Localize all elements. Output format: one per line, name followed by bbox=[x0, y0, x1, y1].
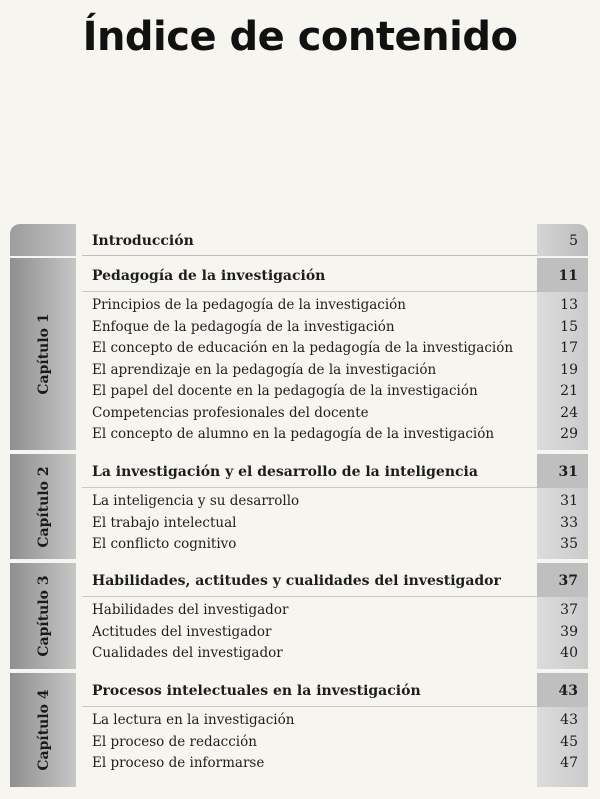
list-item[interactable] bbox=[82, 424, 588, 446]
list-item[interactable] bbox=[82, 643, 588, 665]
table-of-contents bbox=[10, 224, 588, 787]
chapter-4 bbox=[10, 673, 588, 787]
section-title: El proceso de redacción bbox=[92, 733, 257, 750]
section-page-number: 17 bbox=[560, 340, 578, 356]
chapter-page-number: 37 bbox=[537, 563, 588, 597]
chapter-label: Capítulo 3 bbox=[36, 575, 52, 657]
list-item[interactable] bbox=[82, 317, 588, 339]
section-title: El proceso de informarse bbox=[92, 755, 265, 771]
list-item[interactable] bbox=[82, 753, 588, 775]
list-item[interactable] bbox=[82, 338, 588, 360]
section-title: Actitudes del investigador bbox=[92, 623, 272, 640]
section-title: El aprendizaje en la pedagogía de la investigación bbox=[92, 361, 437, 378]
chapter-2 bbox=[10, 454, 588, 559]
section-page-number: 21 bbox=[560, 383, 578, 399]
list-item[interactable] bbox=[82, 513, 588, 535]
list-item[interactable] bbox=[82, 534, 588, 556]
list-item[interactable] bbox=[82, 491, 588, 513]
section-title: La lectura en la investigación bbox=[92, 712, 295, 728]
section-title: El trabajo intelectual bbox=[92, 514, 237, 531]
chapter-page-number: 11 bbox=[537, 258, 588, 292]
section-page-number: 15 bbox=[560, 318, 578, 335]
chapter-label: Capítulo 4 bbox=[36, 689, 52, 771]
section-page-number: 24 bbox=[560, 404, 578, 421]
intro-row[interactable] bbox=[10, 224, 588, 256]
section-page-number: 47 bbox=[560, 755, 578, 771]
chapter-3 bbox=[10, 563, 588, 669]
section-title: El papel del docente en la pedagogía de la investigación bbox=[92, 383, 478, 399]
section-title: Competencias profesionales del docente bbox=[92, 404, 369, 421]
section-page-number: 29 bbox=[560, 426, 578, 442]
list-item[interactable] bbox=[82, 403, 588, 425]
list-item[interactable] bbox=[82, 710, 588, 732]
section-page-number: 19 bbox=[560, 361, 578, 378]
section-page-number: 37 bbox=[560, 602, 578, 618]
chapter-page-number: 43 bbox=[537, 673, 588, 707]
chapter-page-number: 31 bbox=[537, 454, 588, 488]
chapter-label: Capítulo 2 bbox=[36, 465, 52, 548]
section-title: Enfoque de la pedagogía de la investigación bbox=[92, 318, 395, 335]
intro-title: Introducción bbox=[82, 224, 537, 256]
chapter-title[interactable]: Pedagogía de la investigación bbox=[82, 258, 537, 292]
chapter-tab bbox=[10, 673, 76, 787]
chapter-title[interactable]: Procesos intelectuales en la investigación bbox=[82, 673, 537, 707]
section-title: Principios de la pedagogía de la investigación bbox=[92, 297, 406, 313]
section-title: El concepto de educación en la pedagogía de la investigación bbox=[92, 340, 514, 356]
section-page-number: 43 bbox=[560, 712, 578, 728]
section-title: Habilidades del investigador bbox=[92, 602, 289, 618]
list-item[interactable] bbox=[82, 295, 588, 317]
section-page-number: 13 bbox=[560, 297, 578, 313]
list-item[interactable] bbox=[82, 732, 588, 754]
section-page-number: 40 bbox=[560, 645, 578, 661]
chapter-label: Capítulo 1 bbox=[36, 313, 52, 395]
page-title: Índice de contenido bbox=[82, 14, 518, 60]
section-title: Cualidades del investigador bbox=[92, 645, 283, 661]
list-item[interactable] bbox=[82, 381, 588, 403]
section-page-number: 39 bbox=[560, 623, 578, 640]
section-title: El conflicto cognitivo bbox=[92, 536, 237, 552]
section-page-number: 33 bbox=[560, 514, 578, 531]
chapter-1 bbox=[10, 258, 588, 450]
section-title: La inteligencia y su desarrollo bbox=[92, 493, 300, 509]
list-item[interactable] bbox=[82, 622, 588, 644]
list-item[interactable] bbox=[82, 360, 588, 382]
section-page-number: 35 bbox=[560, 536, 578, 552]
chapter-title[interactable]: La investigación y el desarrollo de la inteligencia bbox=[82, 454, 537, 488]
section-page-number: 31 bbox=[560, 493, 578, 509]
intro-tab bbox=[10, 224, 76, 256]
chapter-title[interactable]: Habilidades, actitudes y cualidades del investigador bbox=[82, 563, 537, 597]
chapter-tab bbox=[10, 563, 76, 669]
intro-page-number: 5 bbox=[537, 224, 588, 256]
section-title: El concepto de alumno en la pedagogía de la investigación bbox=[92, 426, 495, 442]
chapter-tab bbox=[10, 258, 76, 450]
list-item[interactable] bbox=[82, 600, 588, 622]
section-page-number: 45 bbox=[560, 733, 578, 750]
chapter-tab bbox=[10, 454, 76, 559]
